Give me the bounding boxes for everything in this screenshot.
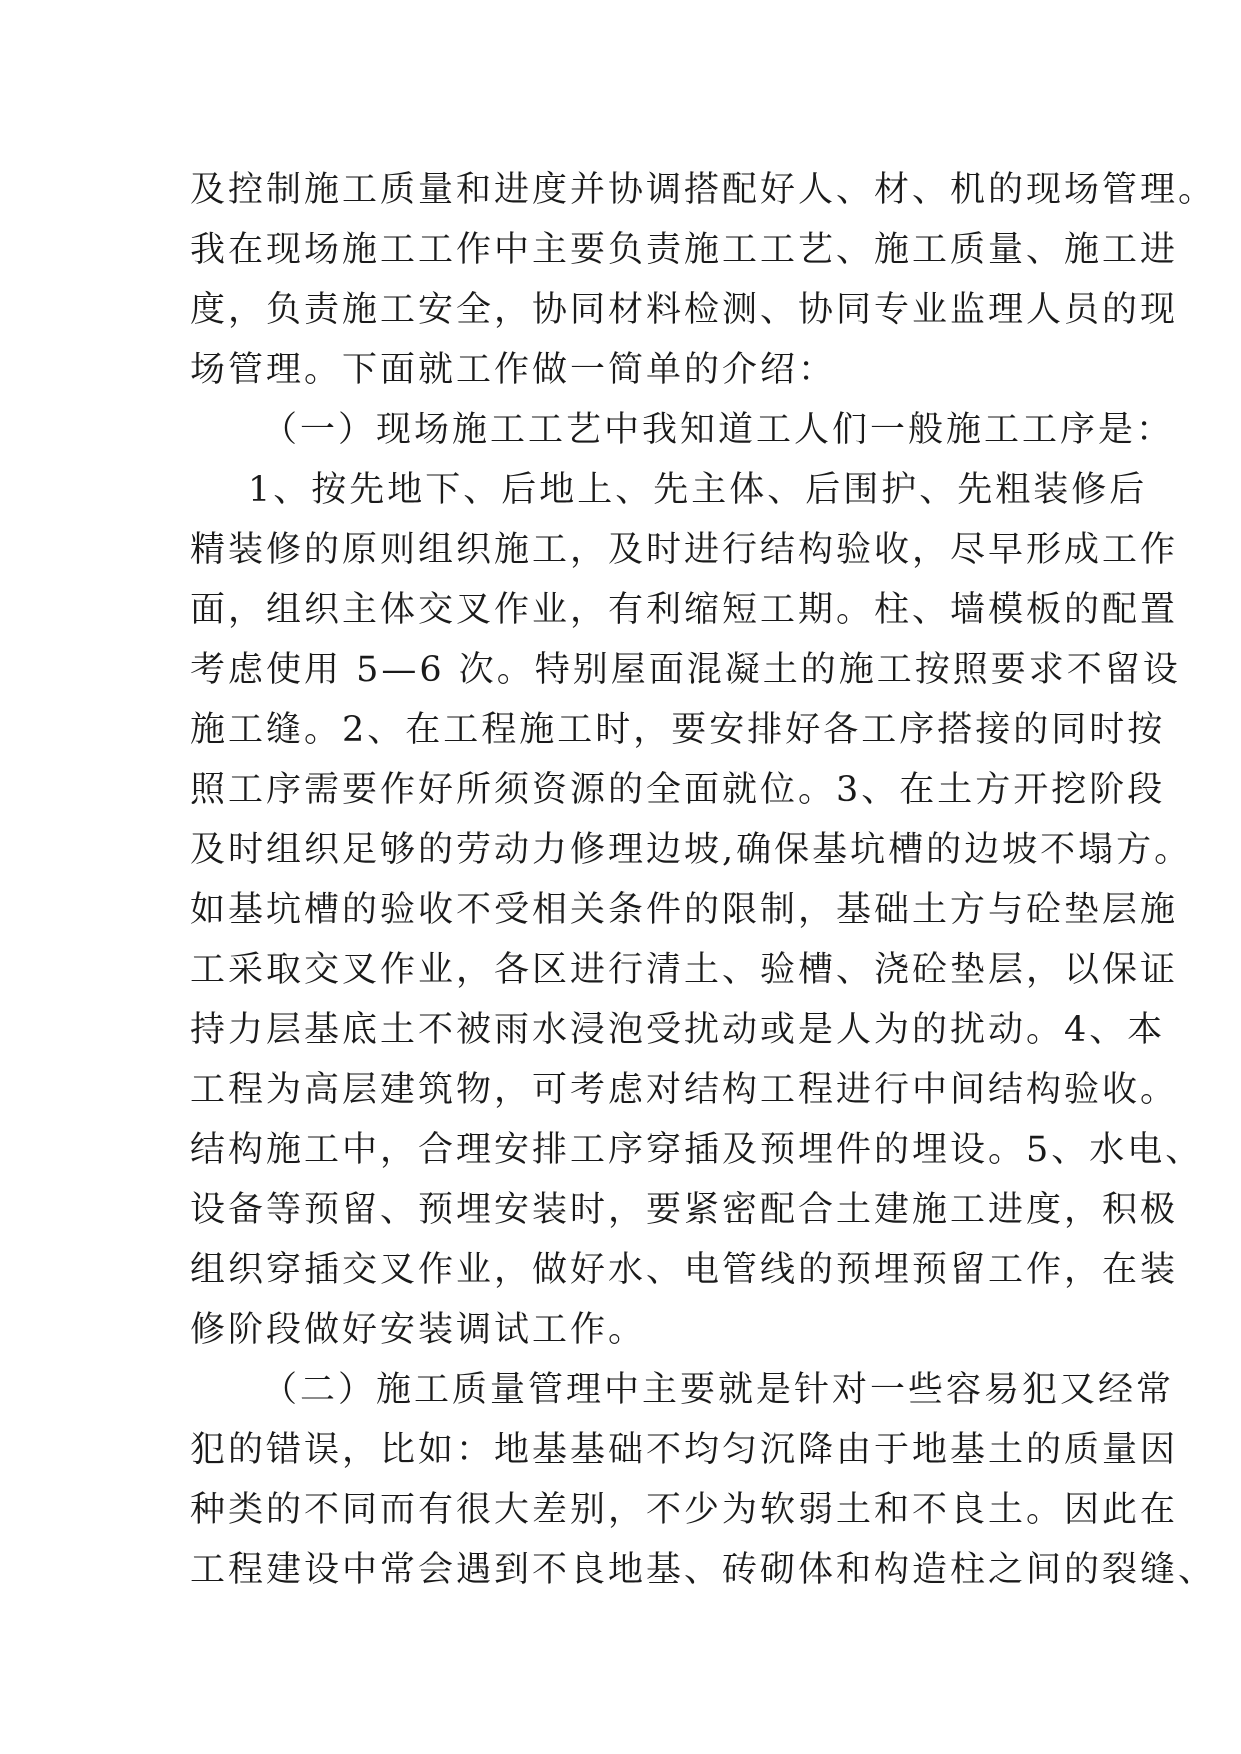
text-line: 场管理。下面就工作做一简单的介绍：: [190, 350, 837, 390]
text-line: 组织穿插交叉作业，做好水、电管线的预埋预留工作，在装: [190, 1250, 1179, 1290]
section-heading-2: （二）施工质量管理中主要就是针对一些容易犯又经常: [262, 1370, 1175, 1410]
text-line: 持力层基底土不被雨水浸泡受扰动或是人为的扰动。4、本: [190, 1010, 1166, 1050]
text-line: 设备等预留、预埋安装时，要紧密配合土建施工进度，积极: [190, 1190, 1179, 1230]
text-line: 面，组织主体交叉作业，有利缩短工期。柱、墙模板的配置: [190, 590, 1179, 630]
document-body: [190, 160, 1217, 1600]
text-line: 及时组织足够的劳动力修理边坡,确保基坑槽的边坡不塌方。: [190, 830, 1193, 870]
text-line: 我在现场施工工作中主要负责施工工艺、施工质量、施工进: [190, 230, 1179, 270]
text-line: 精装修的原则组织施工，及时进行结构验收，尽早形成工作: [190, 530, 1179, 570]
text-line: 工采取交叉作业，各区进行清土、验槽、浇砼垫层，以保证: [190, 950, 1179, 990]
text-line: 工程建设中常会遇到不良地基、砖砌体和构造柱之间的裂缝、: [190, 1550, 1217, 1590]
text-line: 1、按先地下、后地上、先主体、后围护、先粗装修后: [248, 470, 1148, 510]
text-line: 种类的不同而有很大差别，不少为软弱土和不良土。因此在: [190, 1490, 1179, 1530]
text-line: 度，负责施工安全，协同材料检测、协同专业监理人员的现: [190, 290, 1179, 330]
text-line: 结构施工中，合理安排工序穿插及预埋件的埋设。5、水电、: [190, 1130, 1204, 1170]
text-line: 工程为高层建筑物，可考虑对结构工程进行中间结构验收。: [190, 1070, 1179, 1110]
text-line: 犯的错误，比如：地基基础不均匀沉降由于地基土的质量因: [190, 1430, 1179, 1470]
text-line: 照工序需要作好所须资源的全面就位。3、在土方开挖阶段: [190, 770, 1166, 810]
text-line: 考虑使用 5—6 次。特别屋面混凝土的施工按照要求不留设: [190, 650, 1181, 690]
text-line: 及控制施工质量和进度并协调搭配好人、材、机的现场管理。: [190, 170, 1217, 210]
text-line: 修阶段做好安装调试工作。: [190, 1310, 647, 1350]
section-heading-1: （一）现场施工工艺中我知道工人们一般施工工序是：: [262, 410, 1175, 450]
text-line: 如基坑槽的验收不受相关条件的限制，基础土方与砼垫层施: [190, 890, 1179, 930]
text-line: 施工缝。2、在工程施工时，要安排好各工序搭接的同时按: [190, 710, 1166, 750]
